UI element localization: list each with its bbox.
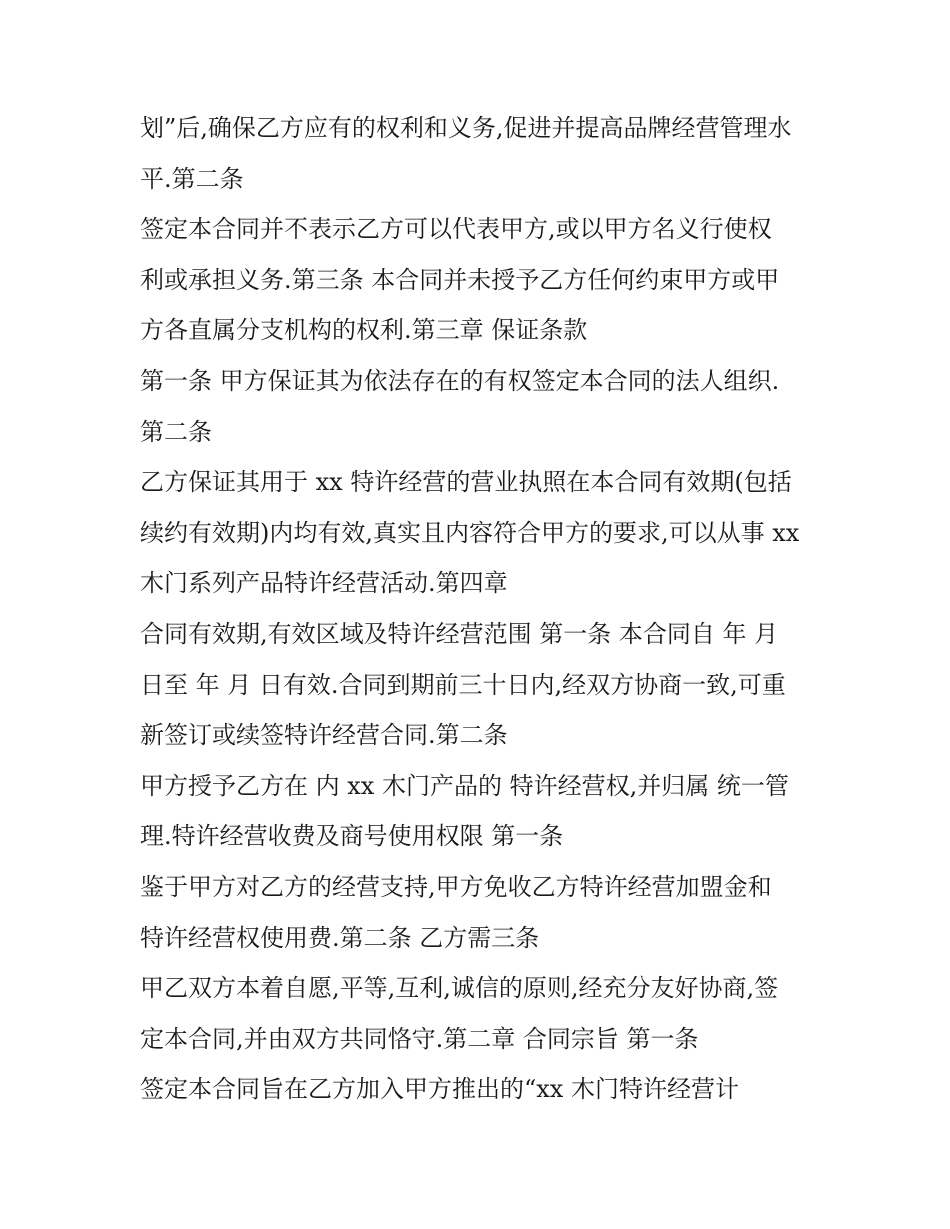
text-line: 第二条 xyxy=(140,417,212,446)
text-line: 签定本合同旨在乙方加入甲方推出的“xx 木门特许经营计 xyxy=(140,1075,739,1104)
text-line: 甲乙双方本着自愿,平等,互利,诚信的原则,经充分友好协商,签 xyxy=(140,974,779,1003)
text-line: 续约有效期)内均有效,真实且内容符合甲方的要求,可以从事 xx xyxy=(140,518,800,547)
text-line: 甲方授予乙方在 内 xx 木门产品的 特许经营权,并归属 统一管 xyxy=(140,771,789,800)
text-line: 理.特许经营收费及商号使用权限 第一条 xyxy=(140,822,564,851)
text-line: 定本合同,并由双方共同恪守.第二章 合同宗旨 第一条 xyxy=(140,1024,699,1053)
text-line: 木门系列产品特许经营活动.第四章 xyxy=(140,569,508,598)
text-line: 特许经营权使用费.第二条 乙方需三条 xyxy=(140,923,540,952)
text-line: 签定本合同并不表示乙方可以代表甲方,或以甲方名义行使权 xyxy=(140,215,772,244)
text-line: 合同有效期,有效区域及特许经营范围 第一条 本合同自 年 月 xyxy=(140,619,779,648)
text-line: 日至 年 月 日有效.合同到期前三十日内,经双方协商一致,可重 xyxy=(140,670,786,699)
text-line: 鉴于甲方对乙方的经营支持,甲方免收乙方特许经营加盟金和 xyxy=(140,872,772,901)
text-line: 方各直属分支机构的权利.第三章 保证条款 xyxy=(140,316,588,345)
text-line: 第一条 甲方保证其为依法存在的有权签定本合同的法人组织. xyxy=(140,366,780,395)
document-body xyxy=(140,103,830,1115)
text-line: 乙方保证其用于 xx 特许经营的营业执照在本合同有效期(包括 xyxy=(140,468,792,497)
text-line: 划”后,确保乙方应有的权利和义务,促进并提高品牌经营管理水 xyxy=(140,114,792,142)
text-line: 新签订或续签特许经营合同.第二条 xyxy=(140,721,508,750)
text-line: 平.第二条 xyxy=(140,164,244,193)
text-line: 利或承担义务.第三条 本合同并未授予乙方任何约束甲方或甲 xyxy=(140,265,780,294)
